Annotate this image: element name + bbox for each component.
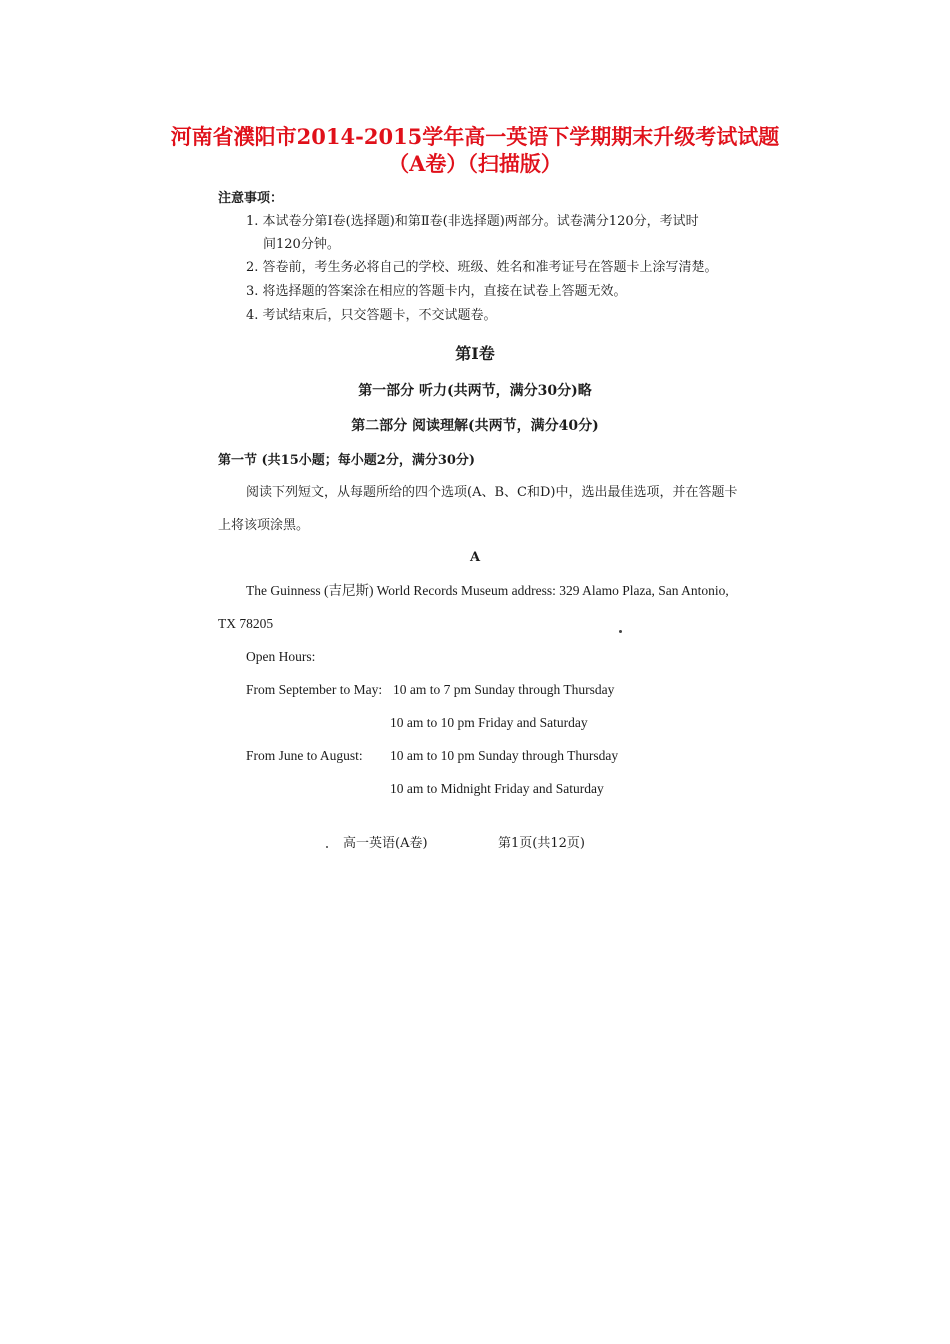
notice-item-1-continued: 间120分钟。 xyxy=(263,237,340,252)
notice-item-3: 3. 将选择题的答案涂在相应的答题卡内，直接在试卷上答题无效。 xyxy=(246,284,627,299)
document-title-line-2: （A卷）（扫描版） xyxy=(388,151,562,176)
document-title-line-1: 河南省濮阳市2014-2015学年高一英语下学期期末升级考试试题 xyxy=(170,124,780,149)
hours-row-2-time: 10 am to 10 pm Friday and Saturday xyxy=(390,715,588,730)
scan-speck xyxy=(326,846,328,848)
scan-speck xyxy=(619,630,622,633)
notice-item-4: 4. 考试结束后，只交答题卡，不交试题卷。 xyxy=(246,308,497,323)
part-two-heading: 第二部分 阅读理解(共两节，满分40分) xyxy=(351,418,599,434)
open-hours-label: Open Hours: xyxy=(246,649,316,664)
notice-item-1: 1. 本试卷分第Ⅰ卷(选择题)和第Ⅱ卷(非选择题)两部分。试卷满分120分，考试时 xyxy=(246,214,699,229)
footer-page-number: 第1页(共12页) xyxy=(498,836,585,851)
notice-item-2: 2. 答卷前，考生务必将自己的学校、班级、姓名和准考证号在答题卡上涂写清楚。 xyxy=(246,260,718,275)
notice-heading: 注意事项： xyxy=(218,191,284,206)
section-one-heading: 第一节 (共15小题；每小题2分，满分30分) xyxy=(218,453,476,468)
hours-row-1-time: 10 am to 7 pm Sunday through Thursday xyxy=(393,682,615,697)
volume-heading: 第Ⅰ卷 xyxy=(455,344,495,363)
hours-row-4-time: 10 am to Midnight Friday and Saturday xyxy=(390,781,604,796)
part-one-heading: 第一部分 听力(共两节，满分30分)略 xyxy=(358,383,592,399)
instruction-line-1: 阅读下列短文，从每题所给的四个选项(A、B、C和D)中，选出最佳选项，并在答题卡 xyxy=(246,485,738,500)
hours-row-3-period: From June to August: xyxy=(246,748,363,763)
passage-label: A xyxy=(469,550,481,565)
passage-address-line-1: The Guinness (吉尼斯) World Records Museum address: 329 Alamo Plaza, San Antonio, xyxy=(246,583,729,598)
footer-subject: 高一英语(A卷) xyxy=(343,836,428,851)
instruction-line-2: 上将该项涂黑。 xyxy=(218,518,310,533)
hours-row-3-time: 10 am to 10 pm Sunday through Thursday xyxy=(390,748,619,763)
hours-row-1-period: From September to May: xyxy=(246,682,383,697)
passage-address-line-2: TX 78205 xyxy=(218,616,274,631)
